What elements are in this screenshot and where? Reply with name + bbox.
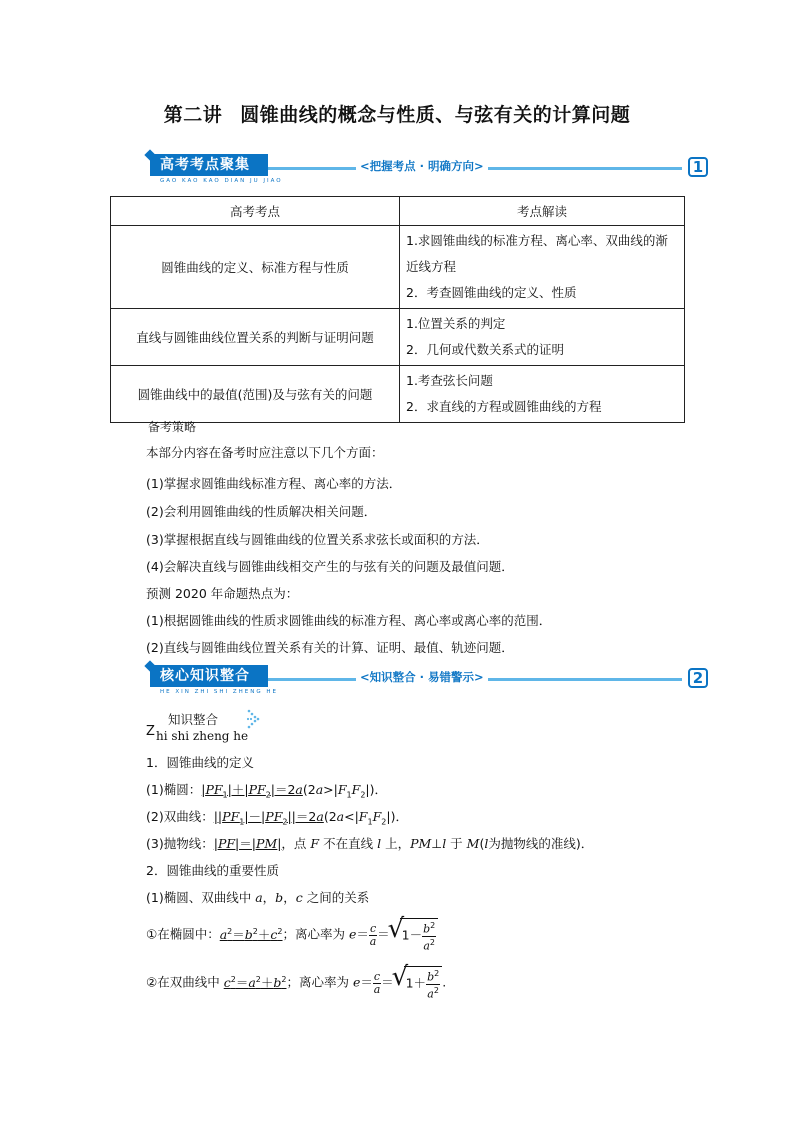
ecc-text: ；离心率为 (282, 926, 346, 942)
point-line: 2．几何或代数关系式的证明 (406, 342, 564, 357)
banner-tagline: <知识整合 · 易错警示> (356, 669, 488, 685)
point-line: 2．考查圆锥曲线的定义、性质 (406, 285, 577, 300)
ecc-text: ②在双曲线中 (146, 974, 220, 990)
ecc-text: ①在椭圆中： (146, 926, 220, 942)
forecast-item: (1)根据圆锥曲线的性质求圆锥曲线的标准方程、离心率或离心率的范围． (146, 613, 552, 628)
def-text: 于 (450, 836, 463, 851)
strategy-heading: 备考策略 (148, 420, 197, 434)
heading-pinyin: hi shi zheng he (156, 729, 249, 743)
table-row (111, 226, 685, 309)
def-text: ，点 (281, 836, 307, 851)
strategy-item: (2)会利用圆锥曲线的性质解决相关问题． (146, 504, 377, 519)
table-cell-topic: 圆锥曲线中的最值(范围)及与弦有关的问题 (111, 366, 400, 423)
table-header: 考点解读 (400, 197, 685, 226)
section-heading: 1．圆锥曲线的定义 (146, 755, 254, 770)
banner-tagline: <把握考点 · 明确方向> (356, 158, 488, 174)
ellipse-definition: (1)椭圆：$|PF_1|+|PF_2|=2a(2a>|F_1F_2|)$． (146, 782, 388, 800)
ellipse-eccentricity: ①在椭圆中：$a^2=b^2+c^2$；离心率为 e＝ $\frac{c}{a}$ ＝√ 1－ $\frac{b^2}{a^2}$ (146, 918, 438, 952)
table-cell-points (400, 309, 685, 366)
section-number-badge: 1 (688, 157, 708, 177)
strategy-intro: 本部分内容在备考时应注意以下几个方面： (146, 445, 384, 460)
def-text: 为抛物线的准线)． (488, 836, 594, 851)
table-cell-points (400, 366, 685, 423)
table-cell-topic: 直线与圆锥曲线位置关系的判断与证明问题 (111, 309, 400, 366)
section-number-badge: 2 (688, 668, 708, 688)
abc-relation: (1)椭圆、双曲线中 a，b，c 之间的关系 (146, 890, 370, 905)
forecast-item: (2)直线与圆锥曲线位置关系有关的计算、证明、最值、轨迹问题． (146, 640, 514, 655)
table-header-row (111, 197, 685, 226)
heading-initial: Z (146, 724, 155, 739)
banner-label: 核心知识整合 (150, 665, 268, 687)
parabola-definition: (3)抛物线：|PF|＝|PM|，点 F 不在直线 l 上，PM⊥l 于 M(l为抛物线的准线)． (146, 836, 594, 851)
point-line: 1.考查弦长问题 (406, 373, 493, 388)
def-prefix: (2)双曲线： (146, 809, 214, 824)
banner-label: 高考考点聚集 (150, 154, 268, 176)
point-line: 1.位置关系的判定 (406, 316, 506, 331)
forecast-heading: 预测 2020 年命题热点为： (146, 586, 299, 601)
strategy-item: (4)会解决直线与圆锥曲线相交产生的与弦有关的问题及最值问题． (146, 559, 514, 574)
def-prefix: (1)椭圆： (146, 782, 202, 797)
section-banner-2 (146, 663, 708, 701)
ecc-text: ；离心率为 (286, 974, 350, 990)
strategy-item: (1)掌握求圆锥曲线标准方程、离心率的方法． (146, 476, 402, 491)
def-prefix: (3)抛物线： (146, 836, 214, 851)
table-cell-points (400, 226, 685, 309)
page-title (0, 100, 794, 127)
lecture-topic: 圆锥曲线的概念与性质、与弦有关的计算问题 (240, 104, 631, 126)
banner-pinyin: HE XIN ZHI SHI ZHENG HE (160, 689, 278, 695)
section-heading: 2．圆锥曲线的重要性质 (146, 863, 279, 878)
table-row (111, 309, 685, 366)
def-text: 上， (385, 836, 411, 851)
rel-text: (1)椭圆、双曲线中 (146, 890, 252, 905)
lecture-number: 第二讲 (163, 104, 223, 126)
banner-pinyin: GAO KAO KAO DIAN JU JIAO (160, 178, 283, 184)
strategy-item: (3)掌握根据直线与圆锥曲线的位置关系求弦长或面积的方法． (146, 532, 489, 547)
section-banner-1 (146, 152, 708, 190)
point-line: 2．求直线的方程或圆锥曲线的方程 (406, 399, 602, 414)
hyperbola-eccentricity: ②在双曲线中 $c^2=a^2+b^2$；离心率为 e＝ $\frac{c}{a}$ ＝√ 1＋ $\frac{b^2}{a^2}$ . (146, 966, 446, 1000)
table-row (111, 366, 685, 423)
heading-label: 知识整合 (168, 712, 219, 727)
table-cell-topic: 圆锥曲线的定义、标准方程与性质 (111, 226, 400, 309)
point-line: 1.求圆锥曲线的标准方程、离心率、双曲线的渐近线方程 (406, 233, 668, 274)
hyperbola-definition: (2)双曲线：$||PF_1|-|PF_2||=2a(2a<|F_1F_2|)$． (146, 809, 408, 827)
table-header: 高考考点 (111, 197, 400, 226)
chevron-arrows-icon (246, 708, 260, 733)
exam-points-table (110, 196, 685, 423)
def-text: 不在直线 (323, 836, 374, 851)
rel-text: 之间的关系 (306, 890, 370, 905)
